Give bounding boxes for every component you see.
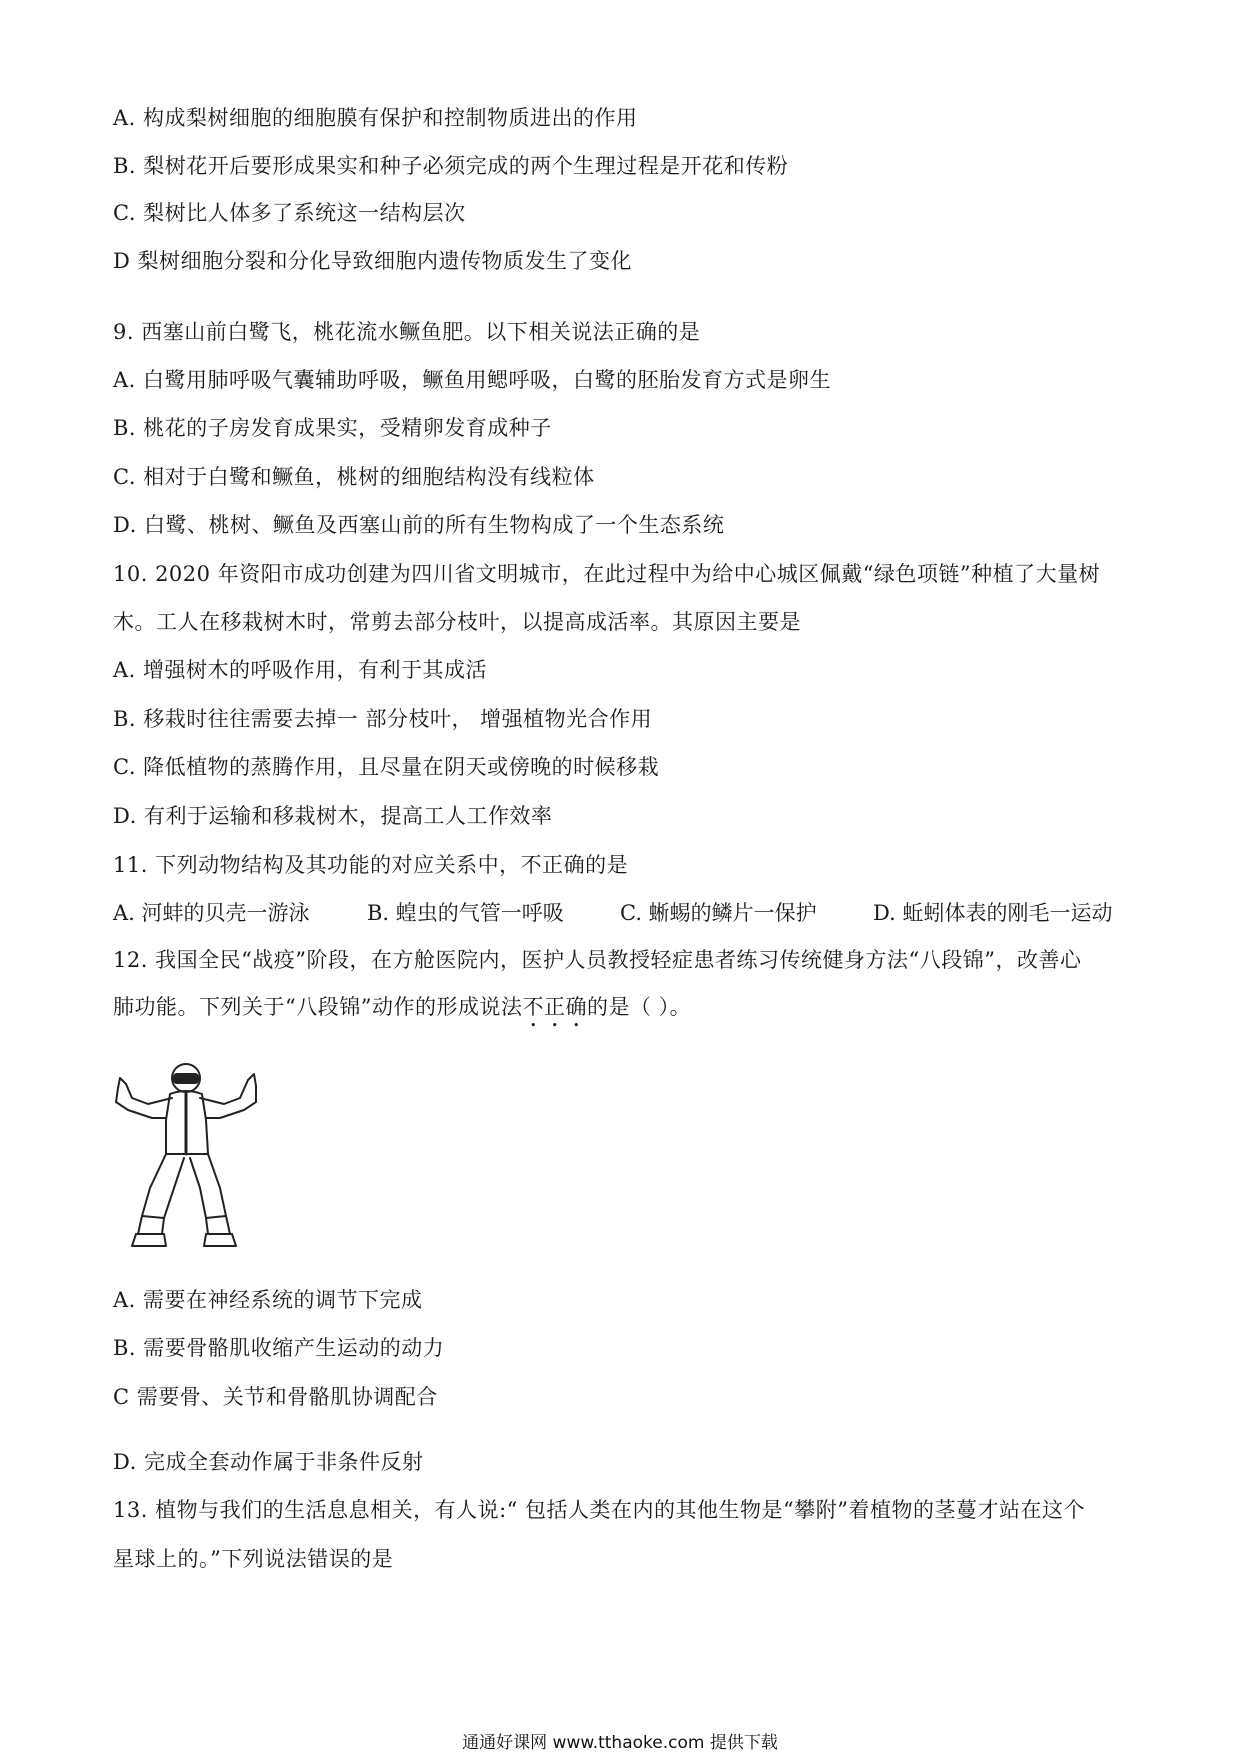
q11-option-b: B. 蝗虫的气管一呼吸 [367, 901, 564, 925]
q10-option-c: C. 降低植物的蒸腾作用，且尽量在阴天或傍晚的时候移栽 [113, 755, 660, 779]
q12-option-a: A. 需要在神经系统的调节下完成 [113, 1288, 423, 1312]
q8-option-c: C. 梨树比人体多了系统这一结构层次 [113, 201, 466, 225]
q10-option-a: A. 增强树木的呼吸作用，有利于其成活 [113, 658, 488, 682]
q8-option-a: A. 构成梨树细胞的细胞膜有保护和控制物质进出的作用 [113, 106, 638, 130]
q11-options-row [113, 898, 1133, 928]
q12-option-c: C 需要骨、关节和骨骼肌协调配合 [113, 1385, 438, 1409]
q9-option-c: C. 相对于白鹭和鳜鱼，桃树的细胞结构没有线粒体 [113, 465, 595, 489]
q9-option-a: A. 白鹭用肺呼吸气囊辅助呼吸，鳜鱼用鳃呼吸，白鹭的胚胎发育方式是卵生 [113, 368, 832, 392]
q12-option-b: B. 需要骨骼肌收缩产生运动的动力 [113, 1336, 445, 1360]
q12-stem-line2 [113, 992, 691, 1032]
q11-option-c: C. 蜥蜴的鳞片一保护 [620, 901, 817, 925]
q9-option-b: B. 桃花的子房发育成果实，受精卵发育成种子 [113, 416, 552, 440]
q12-stem-pre: 肺功能。下列关于“八段锦”动作的形成说法 [113, 995, 523, 1019]
q10-stem-line2: 木。工人在移栽树木时，常剪去部分枝叶，以提高成活率。其原因主要是 [113, 610, 801, 634]
ppe-figure-illustration [108, 1058, 278, 1253]
q8-option-b: B. 梨树花开后要形成果实和种子必须完成的两个生理过程是开花和传粉 [113, 154, 789, 178]
q13-stem-line2: 星球上的。”下列说法错误的是 [113, 1547, 394, 1571]
q11-option-a: A. 河蚌的贝壳一游泳 [113, 901, 310, 925]
q9-option-d: D. 白鹭、桃树、鳜鱼及西塞山前的所有生物构成了一个生态系统 [113, 513, 725, 537]
q12-stem-emphasis: 不正确 [522, 995, 587, 1019]
q10-stem-line1: 10. 2020 年资阳市成功创建为四川省文明城市，在此过程中为给中心城区佩戴“绿色项链”种植了大量树 [113, 562, 1101, 586]
q10-option-b: B. 移栽时往往需要去掉一 部分枝叶， 增强植物光合作用 [113, 707, 653, 731]
q11-option-d: D. 蚯蚓体表的刚毛一运动 [873, 901, 1113, 925]
q12-stem-line1: 12. 我国全民“战疫”阶段，在方舱医院内，医护人员教授轻症患者练习传统健身方法“八段锦”，改善心 [113, 948, 1082, 972]
q8-option-d: D 梨树细胞分裂和分化导致细胞内遗传物质发生了变化 [113, 249, 633, 273]
q10-option-d: D. 有利于运输和移栽树木，提高工人工作效率 [113, 804, 553, 828]
q9-stem: 9. 西塞山前白鹭飞，桃花流水鳜鱼肥。以下相关说法正确的是 [113, 320, 701, 344]
q12-option-d: D. 完成全套动作属于非条件反射 [113, 1450, 424, 1474]
q13-stem-line1: 13. 植物与我们的生活息息相关，有人说:“ 包括人类在内的其他生物是“攀附”着植物的茎蔓才站在这个 [113, 1498, 1086, 1522]
page-footer: 通通好课网 www.tthaoke.com 提供下载 [462, 1733, 778, 1753]
q11-stem: 11. 下列动物结构及其功能的对应关系中，不正确的是 [113, 853, 629, 877]
q12-stem-post: 的是（ ）。 [586, 995, 692, 1019]
